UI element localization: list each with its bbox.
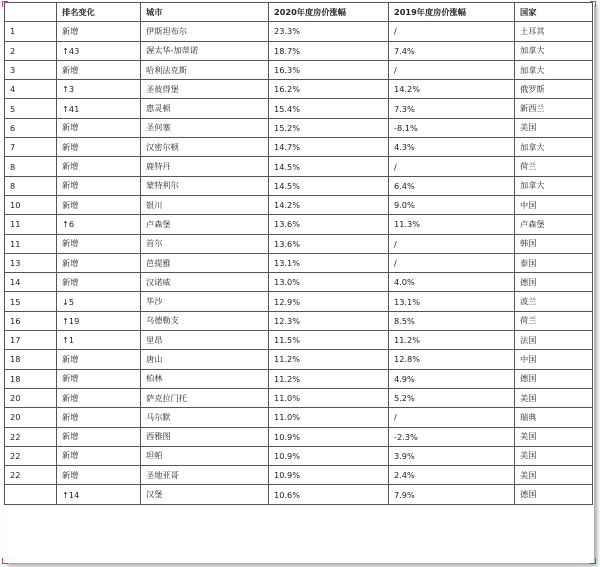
cell-rank-change: ↑19 (57, 311, 141, 330)
cell-country: 中国 (515, 195, 593, 214)
cell-rank: 10 (5, 195, 57, 214)
header-rank-change: 排名变化 (57, 3, 141, 22)
cell-2020-growth: 13.1% (269, 253, 389, 272)
cell-rank-change: 新增 (57, 369, 141, 388)
cell-rank-change: 新增 (57, 466, 141, 485)
cell-2019-growth: / (389, 22, 515, 41)
cell-rank: 6 (5, 118, 57, 137)
cell-2020-growth: 15.2% (269, 118, 389, 137)
cell-2020-growth: 12.3% (269, 311, 389, 330)
cell-rank-change: 新增 (57, 388, 141, 407)
cell-city: 西雅图 (141, 427, 269, 446)
cell-rank: 7 (5, 138, 57, 157)
header-2019-growth: 2019年度房价涨幅 (389, 3, 515, 22)
cell-2020-growth: 10.9% (269, 466, 389, 485)
cell-city: 马尔默 (141, 408, 269, 427)
cell-country: 波兰 (515, 292, 593, 311)
cell-2019-growth: / (389, 408, 515, 427)
cell-rank: 8 (5, 157, 57, 176)
table-sheet (4, 2, 594, 563)
cell-2020-growth: 13.6% (269, 215, 389, 234)
cell-2020-growth: 14.7% (269, 138, 389, 157)
cell-2020-growth: 11.0% (269, 408, 389, 427)
cell-city: 伊斯坦布尔 (141, 22, 269, 41)
table-row (5, 138, 593, 157)
cell-2019-growth: 7.3% (389, 99, 515, 118)
cell-country: 德国 (515, 273, 593, 292)
table-row (5, 331, 593, 350)
cell-2020-growth: 10.9% (269, 446, 389, 465)
table-row (5, 41, 593, 60)
cell-country: 瑞典 (515, 408, 593, 427)
table-row (5, 22, 593, 41)
table-row (5, 369, 593, 388)
cell-country: 卢森堡 (515, 215, 593, 234)
header-country: 国家 (515, 3, 593, 22)
cell-2019-growth: / (389, 253, 515, 272)
table-row (5, 80, 593, 99)
table-row (5, 234, 593, 253)
cell-rank: 22 (5, 466, 57, 485)
cell-rank: 16 (5, 311, 57, 330)
cell-rank: 5 (5, 99, 57, 118)
cell-country: 韩国 (515, 234, 593, 253)
cell-2019-growth: / (389, 157, 515, 176)
cell-rank-change: 新增 (57, 176, 141, 195)
cell-country: 美国 (515, 388, 593, 407)
table-row (5, 253, 593, 272)
cell-rank: 18 (5, 369, 57, 388)
cell-2019-growth: / (389, 234, 515, 253)
corner-marker-bottom-right (590, 558, 596, 564)
cell-2020-growth: 10.9% (269, 427, 389, 446)
cell-city: 蒙特利尔 (141, 176, 269, 195)
cell-city: 坦帕 (141, 446, 269, 465)
table-row (5, 446, 593, 465)
cell-city: 惠灵顿 (141, 99, 269, 118)
cell-2019-growth: 4.0% (389, 273, 515, 292)
housing-price-ranking-table (4, 2, 593, 505)
cell-rank-change: ↑3 (57, 80, 141, 99)
cell-country: 加拿大 (515, 138, 593, 157)
table-row (5, 311, 593, 330)
cell-country: 加拿大 (515, 60, 593, 79)
cell-rank: 4 (5, 80, 57, 99)
cell-city: 芭提雅 (141, 253, 269, 272)
cell-2019-growth: -8.1% (389, 118, 515, 137)
cell-country: 俄罗斯 (515, 80, 593, 99)
cell-2020-growth: 12.9% (269, 292, 389, 311)
cell-country: 中国 (515, 350, 593, 369)
cell-2019-growth: 2.4% (389, 466, 515, 485)
cell-2020-growth: 14.5% (269, 157, 389, 176)
table-row (5, 118, 593, 137)
cell-city: 乌德勒支 (141, 311, 269, 330)
table-row (5, 60, 593, 79)
table-row (5, 485, 593, 504)
cell-rank: 17 (5, 331, 57, 350)
cell-rank: 15 (5, 292, 57, 311)
cell-2019-growth: 7.4% (389, 41, 515, 60)
cell-rank-change: 新增 (57, 253, 141, 272)
cell-rank: 18 (5, 350, 57, 369)
cell-country: 土耳其 (515, 22, 593, 41)
cell-city: 鹿特丹 (141, 157, 269, 176)
table-row (5, 427, 593, 446)
cell-rank-change: 新增 (57, 234, 141, 253)
cell-country: 美国 (515, 466, 593, 485)
table-row (5, 99, 593, 118)
cell-city: 圣地亚哥 (141, 466, 269, 485)
cell-2019-growth: 14.2% (389, 80, 515, 99)
cell-country: 法国 (515, 331, 593, 350)
cell-city: 银川 (141, 195, 269, 214)
cell-rank: 8 (5, 176, 57, 195)
cell-rank: 3 (5, 60, 57, 79)
cell-2020-growth: 11.0% (269, 388, 389, 407)
cell-city: 圣彼得堡 (141, 80, 269, 99)
cell-2019-growth: 12.8% (389, 350, 515, 369)
cell-2019-growth: 3.9% (389, 446, 515, 465)
table-row (5, 292, 593, 311)
cell-rank-change: 新增 (57, 157, 141, 176)
cell-city: 华沙 (141, 292, 269, 311)
cell-country: 泰国 (515, 253, 593, 272)
cell-rank: 20 (5, 388, 57, 407)
cell-country: 新西兰 (515, 99, 593, 118)
cell-city: 柏林 (141, 369, 269, 388)
cell-2020-growth: 16.3% (269, 60, 389, 79)
cell-2019-growth: 11.3% (389, 215, 515, 234)
cell-rank: 14 (5, 273, 57, 292)
cell-rank: 22 (5, 446, 57, 465)
cell-2019-growth: 4.3% (389, 138, 515, 157)
cell-city: 首尔 (141, 234, 269, 253)
table-row (5, 350, 593, 369)
cell-2020-growth: 16.2% (269, 80, 389, 99)
corner-marker-top-left (2, 1, 8, 7)
cell-rank (5, 485, 57, 504)
cell-rank-change: 新增 (57, 138, 141, 157)
cell-city: 卢森堡 (141, 215, 269, 234)
corner-marker-top-right (590, 1, 596, 7)
table-row (5, 215, 593, 234)
cell-rank-change: 新增 (57, 118, 141, 137)
cell-rank-change: ↑41 (57, 99, 141, 118)
cell-rank-change: 新增 (57, 60, 141, 79)
cell-rank-change: ↑1 (57, 331, 141, 350)
cell-rank: 22 (5, 427, 57, 446)
table-header-row (5, 3, 593, 22)
cell-2020-growth: 11.5% (269, 331, 389, 350)
cell-country: 加拿大 (515, 176, 593, 195)
cell-rank-change: ↑43 (57, 41, 141, 60)
cell-2019-growth: 5.2% (389, 388, 515, 407)
table-row (5, 408, 593, 427)
cell-2020-growth: 23.3% (269, 22, 389, 41)
cell-rank-change: 新增 (57, 22, 141, 41)
cell-city: 渥太华-加蒂诺 (141, 41, 269, 60)
cell-2019-growth: -2.3% (389, 427, 515, 446)
cell-2020-growth: 11.2% (269, 369, 389, 388)
cell-city: 汉堡 (141, 485, 269, 504)
cell-country: 德国 (515, 369, 593, 388)
cell-2019-growth: 11.2% (389, 331, 515, 350)
cell-country: 荷兰 (515, 311, 593, 330)
corner-marker-bottom-left (2, 558, 8, 564)
cell-country: 德国 (515, 485, 593, 504)
cell-rank-change: 新增 (57, 446, 141, 465)
table-row (5, 176, 593, 195)
header-rank (5, 3, 57, 22)
cell-2020-growth: 15.4% (269, 99, 389, 118)
cell-city: 圣何塞 (141, 118, 269, 137)
header-2020-growth: 2020年度房价涨幅 (269, 3, 389, 22)
cell-rank: 2 (5, 41, 57, 60)
cell-2019-growth: 4.9% (389, 369, 515, 388)
cell-country: 美国 (515, 446, 593, 465)
cell-city: 汉密尔顿 (141, 138, 269, 157)
cell-2019-growth: 8.5% (389, 311, 515, 330)
cell-2019-growth: 9.0% (389, 195, 515, 214)
cell-rank: 11 (5, 215, 57, 234)
cell-rank-change: 新增 (57, 273, 141, 292)
cell-2020-growth: 13.6% (269, 234, 389, 253)
cell-2019-growth: 13.1% (389, 292, 515, 311)
table-row (5, 157, 593, 176)
cell-rank-change: 新增 (57, 350, 141, 369)
cell-2020-growth: 11.2% (269, 350, 389, 369)
cell-2019-growth: 7.9% (389, 485, 515, 504)
cell-rank-change: 新增 (57, 427, 141, 446)
cell-2020-growth: 10.6% (269, 485, 389, 504)
cell-rank-change: ↑14 (57, 485, 141, 504)
table-body (5, 22, 593, 504)
cell-2020-growth: 18.7% (269, 41, 389, 60)
cell-city: 萨克拉门托 (141, 388, 269, 407)
table-row (5, 466, 593, 485)
cell-rank-change: 新增 (57, 195, 141, 214)
table-row (5, 388, 593, 407)
cell-country: 荷兰 (515, 157, 593, 176)
header-city: 城市 (141, 3, 269, 22)
table-row (5, 195, 593, 214)
cell-rank-change: 新增 (57, 408, 141, 427)
table-row (5, 273, 593, 292)
cell-rank: 1 (5, 22, 57, 41)
cell-rank-change: ↓5 (57, 292, 141, 311)
cell-2019-growth: 6.4% (389, 176, 515, 195)
cell-2019-growth: / (389, 60, 515, 79)
cell-rank: 11 (5, 234, 57, 253)
cell-city: 里昂 (141, 331, 269, 350)
cell-rank: 13 (5, 253, 57, 272)
cell-2020-growth: 14.2% (269, 195, 389, 214)
cell-2020-growth: 13.0% (269, 273, 389, 292)
cell-city: 汉诺威 (141, 273, 269, 292)
cell-rank-change: ↑6 (57, 215, 141, 234)
cell-rank: 20 (5, 408, 57, 427)
cell-country: 加拿大 (515, 41, 593, 60)
cell-2020-growth: 14.5% (269, 176, 389, 195)
cell-country: 美国 (515, 118, 593, 137)
cell-city: 哈利法克斯 (141, 60, 269, 79)
cell-city: 唐山 (141, 350, 269, 369)
cell-country: 美国 (515, 427, 593, 446)
